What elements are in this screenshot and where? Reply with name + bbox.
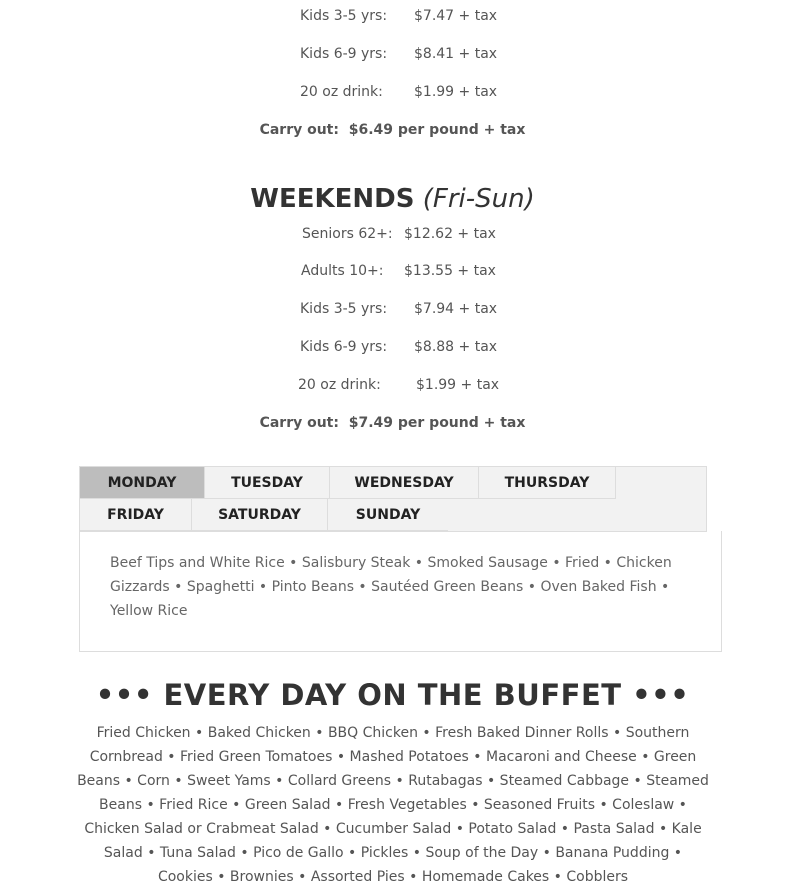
price-row-drink bbox=[0, 84, 785, 104]
price-row-seniors bbox=[0, 226, 785, 246]
price-row-drink bbox=[0, 377, 785, 397]
tab-friday[interactable]: FRIDAY bbox=[80, 499, 192, 531]
price-label: Seniors 62+: bbox=[302, 226, 393, 242]
day-tabs bbox=[79, 466, 707, 532]
every-day-items-text: Fried Chicken • Baked Chicken • BBQ Chicken • Fresh Baked Dinner Rolls • Southern Cornbread • Fried Green Tomatoes • Mashed Potatoes • Macaroni and Cheese • Green Beans • Corn • Sweet Yams • Collard Greens • Rutabagas • Steamed Cabbage • Steamed Beans • Fried Rice • Green Salad • Fresh Vegetables • Seasoned Fruits • Coleslaw • Chicken Salad or Crabmeat Salad • Cucumber Salad • Potato Salad • Pasta Salad • Kale Salad • Tuna Salad • Pico de Gallo • Pickles • Soup of the Day • Banana Pudding • Cookies • Brownies • Assorted Pies • Homemade Cakes • Cobblers bbox=[77, 725, 709, 885]
weekends-heading bbox=[0, 184, 785, 214]
price-value: $8.41 + tax bbox=[414, 46, 498, 62]
price-value: $13.55 + tax bbox=[404, 263, 496, 279]
tab-saturday[interactable]: SATURDAY bbox=[192, 499, 328, 531]
price-label: Kids 6-9 yrs: bbox=[300, 46, 388, 62]
price-label: 20 oz drink: bbox=[300, 84, 383, 100]
price-label: Kids 3-5 yrs: bbox=[300, 301, 388, 317]
weekends-days: (Fri-Sun) bbox=[422, 184, 535, 214]
weekends-title: WEEKENDS bbox=[250, 184, 415, 214]
tab-panel-monday bbox=[79, 531, 722, 652]
price-row-kids-6-9 bbox=[0, 46, 785, 66]
every-day-heading: ••• EVERY DAY ON THE BUFFET ••• bbox=[95, 678, 690, 712]
tab-thursday[interactable]: THURSDAY bbox=[479, 467, 616, 499]
price-value: $1.99 + tax bbox=[414, 84, 498, 100]
price-row-kids-6-9 bbox=[0, 339, 785, 359]
price-label: 20 oz drink: bbox=[298, 377, 381, 393]
tab-monday[interactable]: MONDAY bbox=[80, 467, 205, 499]
carry-out-price: $7.49 per pound + tax bbox=[348, 415, 526, 431]
price-row-adults bbox=[0, 263, 785, 283]
price-value: $7.94 + tax bbox=[414, 301, 498, 317]
price-label: Adults 10+: bbox=[301, 263, 384, 279]
tab-wednesday[interactable]: WEDNESDAY bbox=[330, 467, 479, 499]
price-label: Kids 3-5 yrs: bbox=[300, 8, 388, 24]
carry-out-weekday bbox=[0, 122, 785, 138]
tab-sunday[interactable]: SUNDAY bbox=[328, 499, 448, 531]
price-value: $7.47 + tax bbox=[414, 8, 498, 24]
carry-out-weekends bbox=[0, 415, 785, 431]
price-label: Kids 6-9 yrs: bbox=[300, 339, 388, 355]
price-value: $1.99 + tax bbox=[416, 377, 500, 393]
price-value: $8.88 + tax bbox=[414, 339, 498, 355]
carry-out-price: $6.49 per pound + tax bbox=[348, 122, 526, 138]
menu-items-text: Beef Tips and White Rice • Salisbury Steak • Smoked Sausage • Fried • Chicken Gizzards • Spaghetti • Pinto Beans • Sautéed Green Beans • Oven Baked Fish • Yellow Rice bbox=[110, 555, 672, 619]
price-value: $12.62 + tax bbox=[404, 226, 496, 242]
price-row-kids-3-5 bbox=[0, 8, 785, 28]
tab-tuesday[interactable]: TUESDAY bbox=[205, 467, 330, 499]
carry-out-label: Carry out: bbox=[259, 415, 339, 431]
price-row-kids-3-5 bbox=[0, 301, 785, 321]
carry-out-label: Carry out: bbox=[259, 122, 339, 138]
